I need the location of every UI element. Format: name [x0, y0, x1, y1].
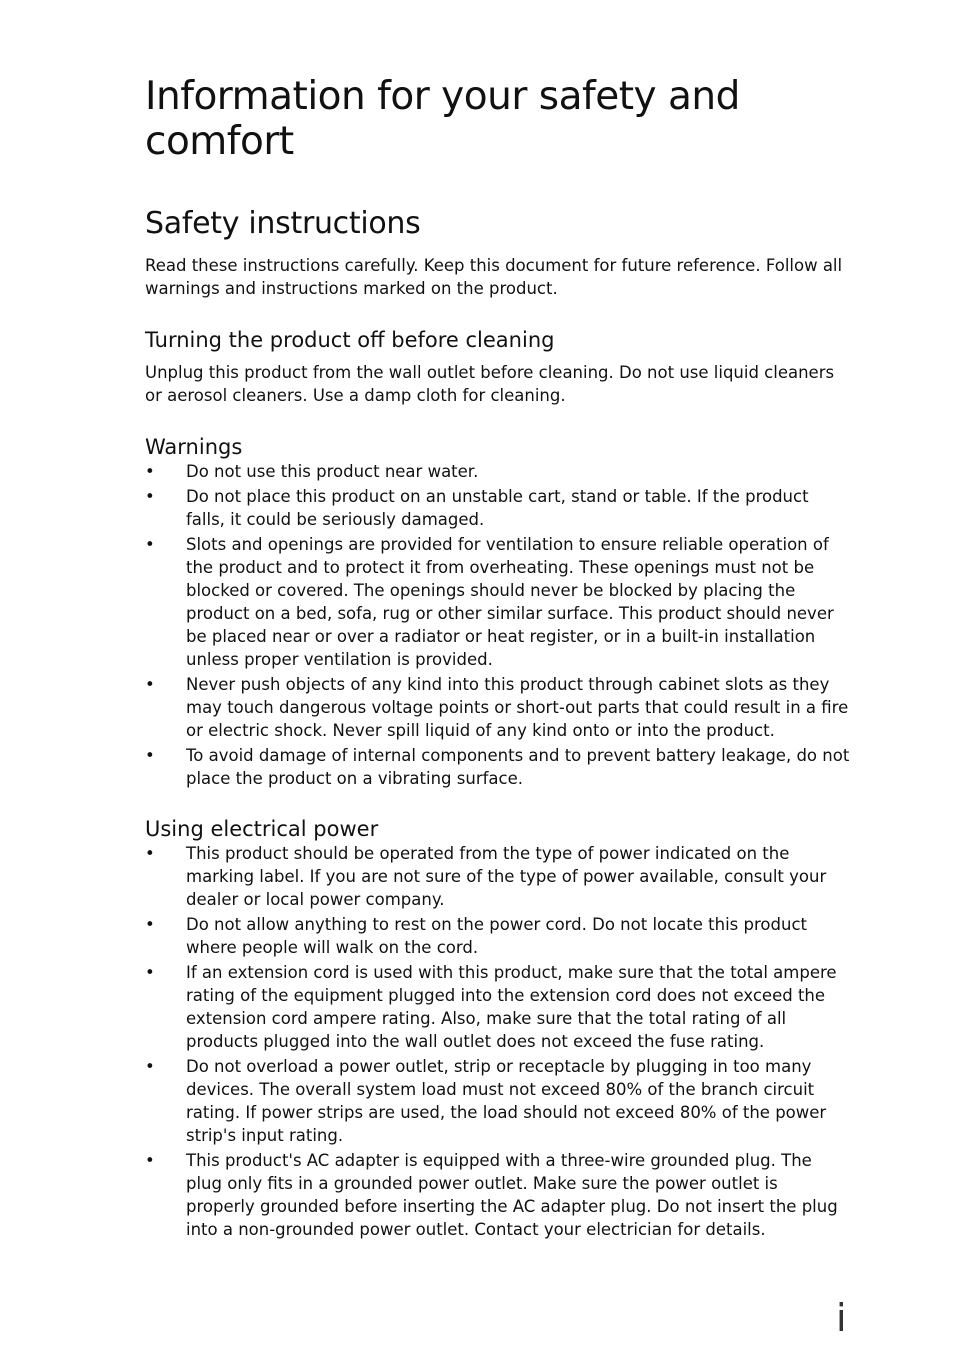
list-item	[145, 961, 850, 1053]
subheading-electrical-power: Using electrical power	[145, 817, 379, 841]
intro-paragraph: Read these instructions carefully. Keep this document for future reference. Follow all warnings and instructions marked on the product.	[145, 256, 843, 298]
page-title: Information for your safety and comfort	[145, 74, 740, 164]
list-item-text: Do not overload a power outlet, strip or receptacle by plugging in too many devices. The overall system load must not exceed 80% of the branch circuit rating. If power strips are used, the load should not exceed 80% of the power strip's input rating.	[186, 1057, 827, 1145]
list-item-text: Do not place this product on an unstable cart, stand or table. If the product falls, it could be seriously damaged.	[186, 487, 809, 529]
list-item-text: Do not use this product near water.	[186, 462, 479, 481]
list-item	[145, 673, 850, 742]
bullet-icon: •	[145, 535, 155, 554]
bullet-icon: •	[145, 1151, 155, 1170]
bullet-icon: •	[145, 462, 155, 481]
list-item-text: This product's AC adapter is equipped with a three-wire grounded plug. The plug only fits in a grounded power outlet. Make sure the power outlet is properly grounded before inserting the AC adapter plug. Do not insert the plug into a non-grounded power outlet. Contact your electrician for details.	[186, 1151, 838, 1239]
bullet-icon: •	[145, 963, 155, 982]
list-item	[145, 913, 850, 959]
subheading-cleaning: Turning the product off before cleaning	[145, 328, 555, 352]
list-item	[145, 842, 850, 911]
list-item	[145, 485, 850, 531]
list-item-text: Never push objects of any kind into this product through cabinet slots as they may touch dangerous voltage points or short-out parts that could result in a fire or electric shock. Never spill liquid of any kind onto or into the product.	[186, 675, 849, 740]
bullet-icon: •	[145, 487, 155, 506]
subheading-warnings: Warnings	[145, 435, 243, 459]
warnings-section	[145, 434, 850, 790]
document-page	[145, 74, 850, 1243]
list-item	[145, 1149, 850, 1241]
cleaning-paragraph: Unplug this product from the wall outlet before cleaning. Do not use liquid cleaners or aerosol cleaners. Use a damp cloth for cleaning.	[145, 363, 835, 405]
list-item	[145, 1055, 850, 1147]
list-item-text: To avoid damage of internal components and to prevent battery leakage, do not place the product on a vibrating surface.	[186, 746, 850, 788]
bullet-icon: •	[145, 746, 155, 765]
list-item-text: If an extension cord is used with this product, make sure that the total ampere rating of the equipment plugged into the extension cord does not exceed the extension cord ampere rating. Also, make sure that the total rating of all products plugged into the wall outlet does not exceed the fuse rating.	[186, 963, 837, 1051]
list-item	[145, 460, 850, 483]
bullet-icon: •	[145, 844, 155, 863]
bullet-icon: •	[145, 675, 155, 694]
section-heading-safety-instructions: Safety instructions	[145, 206, 421, 241]
list-item	[145, 533, 850, 671]
list-item-text: Do not allow anything to rest on the power cord. Do not locate this product where people will walk on the cord.	[186, 915, 807, 957]
cleaning-section	[145, 327, 850, 407]
bullet-icon: •	[145, 915, 155, 934]
warnings-list	[145, 460, 850, 790]
power-section	[145, 816, 850, 1241]
list-item	[145, 744, 850, 790]
power-list	[145, 842, 850, 1241]
list-item-text: This product should be operated from the type of power indicated on the marking label. If you are not sure of the type of power available, consult your dealer or local power company.	[186, 844, 827, 909]
list-item-text: Slots and openings are provided for ventilation to ensure reliable operation of the product and to protect it from overheating. These openings must not be blocked or covered. The openings should never be blocked by placing the product on a bed, sofa, rug or other similar surface. This product should never be placed near or over a radiator or heat register, or in a built-in installation unless proper ventilation is provided.	[186, 535, 834, 669]
bullet-icon: •	[145, 1057, 155, 1076]
page-number: i	[836, 1296, 847, 1340]
